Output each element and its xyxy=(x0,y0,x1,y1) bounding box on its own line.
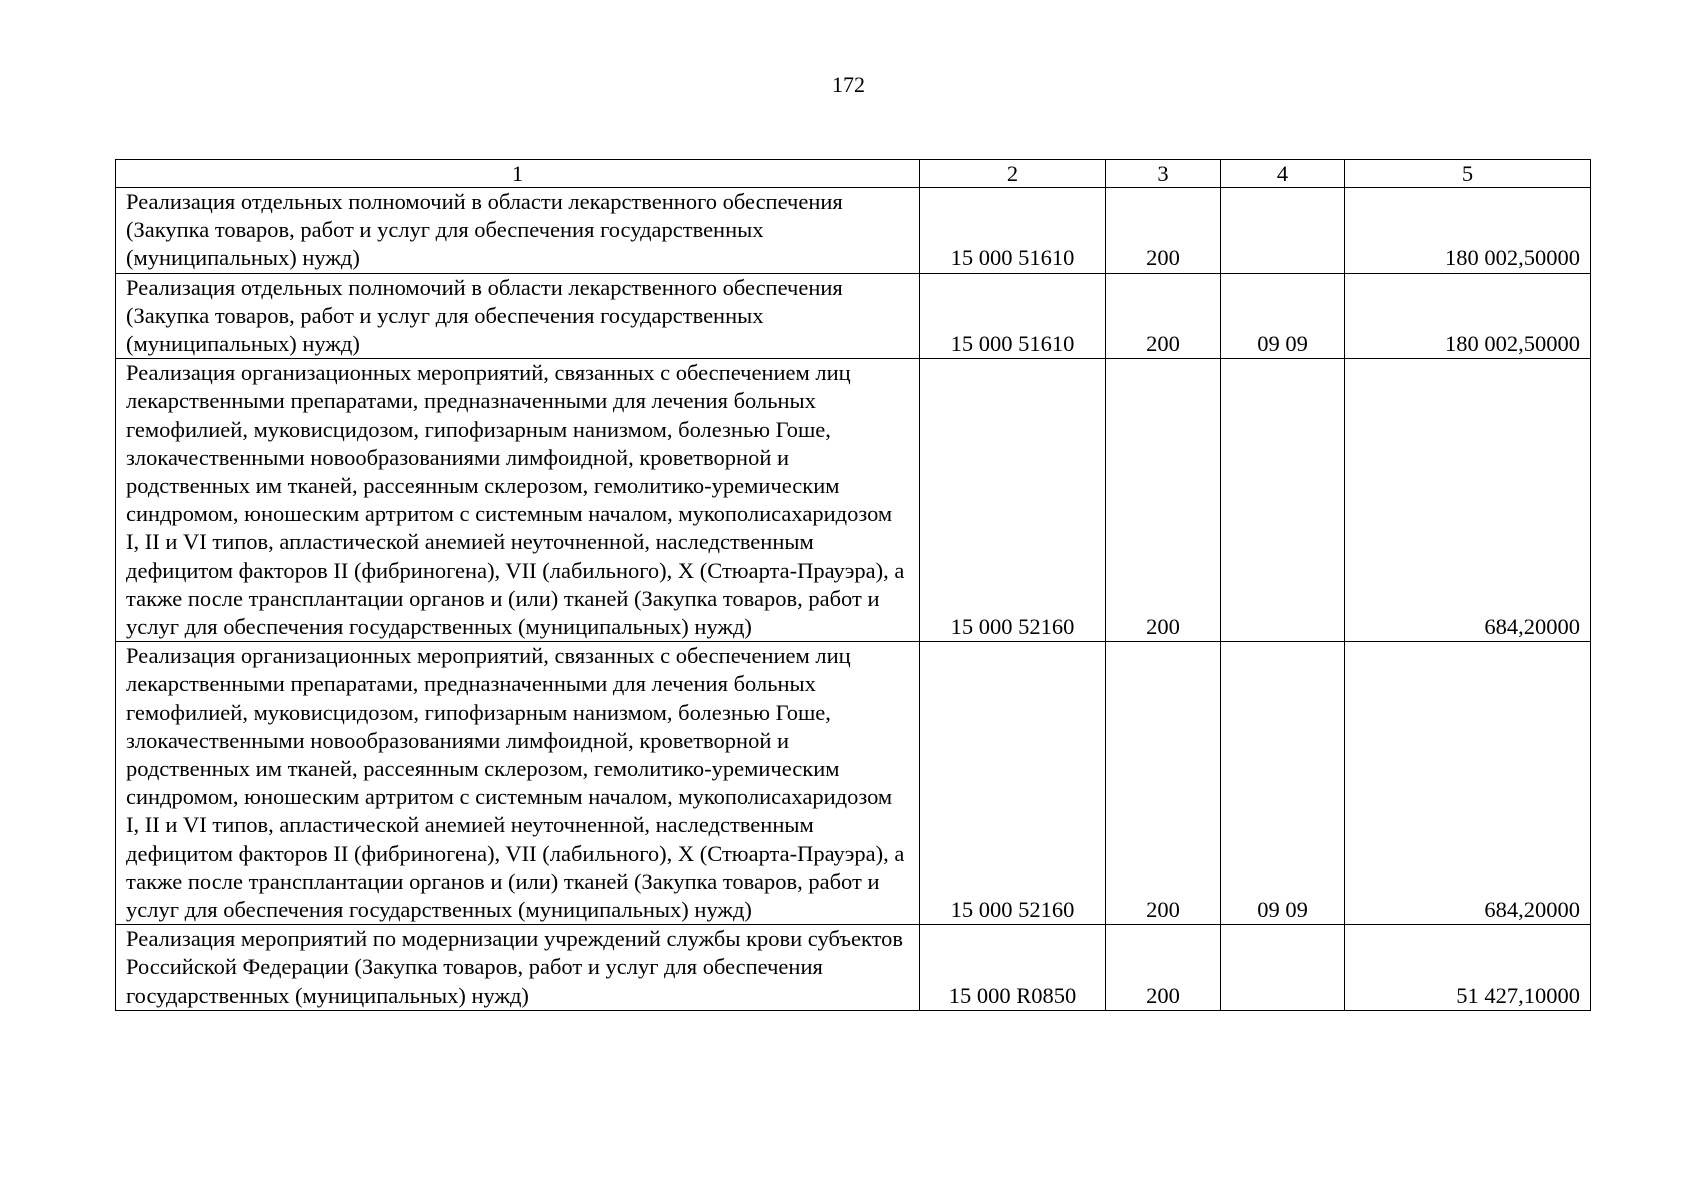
row-description: Реализация отдельных полномочий в области лекарственного обеспечения (Закупка товаров, работ и услуг для обеспечения государственных (муниципальных) нужд) xyxy=(116,273,920,359)
row-expense-type: 200 xyxy=(1106,188,1221,274)
row-description: Реализация отдельных полномочий в области лекарственного обеспечения (Закупка товаров, работ и услуг для обеспечения государственных (муниципальных) нужд) xyxy=(116,188,920,274)
row-amount: 684,20000 xyxy=(1345,642,1591,925)
column-header-2: 2 xyxy=(920,160,1106,188)
row-section xyxy=(1221,188,1345,274)
page-number: 172 xyxy=(832,72,865,97)
row-expense-type: 200 xyxy=(1106,359,1221,642)
row-section xyxy=(1221,925,1345,1011)
table-row xyxy=(116,359,1591,642)
table-row xyxy=(116,642,1591,925)
row-target-code: 15 000 R0850 xyxy=(920,925,1106,1011)
row-description: Реализация мероприятий по модернизации учреждений службы крови субъектов Российской Федерации (Закупка товаров, работ и услуг для обеспечения государственных (муниципальных) нужд) xyxy=(116,925,920,1011)
row-target-code: 15 000 52160 xyxy=(920,642,1106,925)
row-section: 09 09 xyxy=(1221,642,1345,925)
table-row xyxy=(116,273,1591,359)
table-header-row xyxy=(116,160,1591,188)
row-expense-type: 200 xyxy=(1106,925,1221,1011)
row-section xyxy=(1221,359,1345,642)
row-description: Реализация организационных мероприятий, связанных с обеспечением лиц лекарственными препаратами, предназначенными для лечения больных гемофилией, муковисцидозом, гипофизарным нанизмом, болезнью Гоше, злокачественными новообразованиями лимфоидной, кроветворной и родственных им тканей, рассеянным склерозом, гемолитико-уремическим синдромом, юношеским артритом с системным началом, мукополисахаридозом I, II и VI типов, апластической анемией неуточненной, наследственным дефицитом факторов II (фибриногена), VII (лабильного), X (Стюарта-Прауэра), а также после трансплантации органов и (или) тканей (Закупка товаров, работ и услуг для обеспечения государственных (муниципальных) нужд) xyxy=(116,359,920,642)
row-expense-type: 200 xyxy=(1106,273,1221,359)
table-row xyxy=(116,925,1591,1011)
row-amount: 51 427,10000 xyxy=(1345,925,1591,1011)
row-target-code: 15 000 51610 xyxy=(920,188,1106,274)
row-amount: 180 002,50000 xyxy=(1345,188,1591,274)
row-target-code: 15 000 51610 xyxy=(920,273,1106,359)
row-amount: 684,20000 xyxy=(1345,359,1591,642)
table-row xyxy=(116,188,1591,274)
column-header-3: 3 xyxy=(1106,160,1221,188)
column-header-5: 5 xyxy=(1345,160,1591,188)
row-description: Реализация организационных мероприятий, связанных с обеспечением лиц лекарственными препаратами, предназначенными для лечения больных гемофилией, муковисцидозом, гипофизарным нанизмом, болезнью Гоше, злокачественными новообразованиями лимфоидной, кроветворной и родственных им тканей, рассеянным склерозом, гемолитико-уремическим синдромом, юношеским артритом с системным началом, мукополисахаридозом I, II и VI типов, апластической анемией неуточненной, наследственным дефицитом факторов II (фибриногена), VII (лабильного), X (Стюарта-Прауэра), а также после трансплантации органов и (или) тканей (Закупка товаров, работ и услуг для обеспечения государственных (муниципальных) нужд) xyxy=(116,642,920,925)
row-section: 09 09 xyxy=(1221,273,1345,359)
row-target-code: 15 000 52160 xyxy=(920,359,1106,642)
budget-table xyxy=(115,159,1591,1011)
column-header-4: 4 xyxy=(1221,160,1345,188)
row-expense-type: 200 xyxy=(1106,642,1221,925)
column-header-1: 1 xyxy=(116,160,920,188)
row-amount: 180 002,50000 xyxy=(1345,273,1591,359)
